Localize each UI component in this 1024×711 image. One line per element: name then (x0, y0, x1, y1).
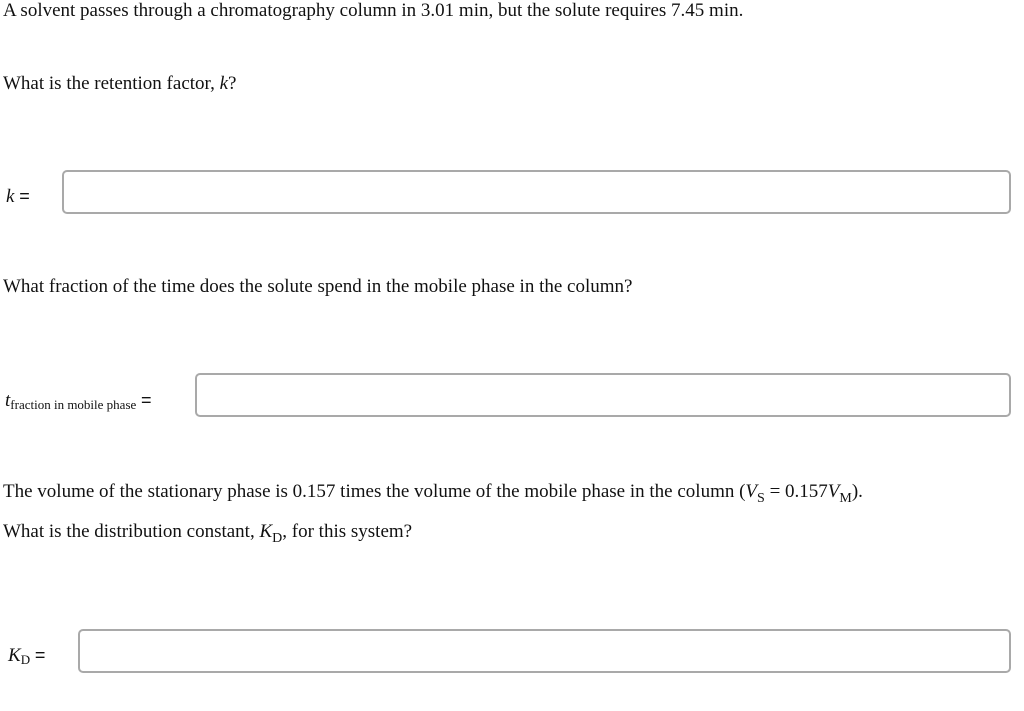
q3-vm-var: V (827, 481, 840, 502)
q3-vs-sub: S (757, 491, 765, 506)
fraction-label-equals: = (141, 390, 152, 410)
q3-eq-mid: = 0.157 (764, 481, 828, 502)
question-1-prefix: What is the retention factor, (3, 73, 220, 94)
question-1-suffix: ? (228, 73, 237, 94)
q3-context-suffix: ). (851, 481, 863, 502)
q3-context-prefix: The volume of the stationary phase is 0.157 times the volume of the mobile phase in the column ( (3, 481, 746, 502)
kd-label-equals: = (34, 645, 46, 665)
kd-label-sub: D (20, 652, 31, 667)
problem-intro: A solvent passes through a chromatography column in 3.01 min, but the solute requires 7.45 min. (3, 0, 744, 21)
q3-question-prefix: What is the distribution constant, (3, 521, 260, 542)
q3-vm-sub: M (839, 491, 852, 506)
kd-answer-input[interactable] (78, 629, 1011, 673)
q3-kd-var: K (259, 521, 273, 542)
fraction-label-var: t (5, 390, 11, 411)
fraction-label (5, 390, 152, 412)
question-3-context (3, 481, 863, 505)
question-3-text (3, 521, 412, 545)
k-label-var: k (6, 186, 15, 207)
k-answer-input[interactable] (62, 170, 1011, 214)
kd-label-var: K (8, 645, 21, 666)
kd-label (8, 645, 45, 667)
question-2-text: What fraction of the time does the solute spend in the mobile phase in the column? (3, 276, 633, 297)
k-label-equals: = (19, 186, 30, 206)
fraction-label-sub: fraction in mobile phase (10, 397, 137, 412)
q3-kd-sub: D (272, 531, 283, 546)
k-label (6, 186, 30, 208)
fraction-answer-input[interactable] (195, 373, 1011, 417)
q3-vs-var: V (745, 481, 758, 502)
q3-question-suffix: , for this system? (282, 521, 413, 542)
question-1-var: k (219, 73, 229, 94)
question-1-text (3, 73, 236, 95)
